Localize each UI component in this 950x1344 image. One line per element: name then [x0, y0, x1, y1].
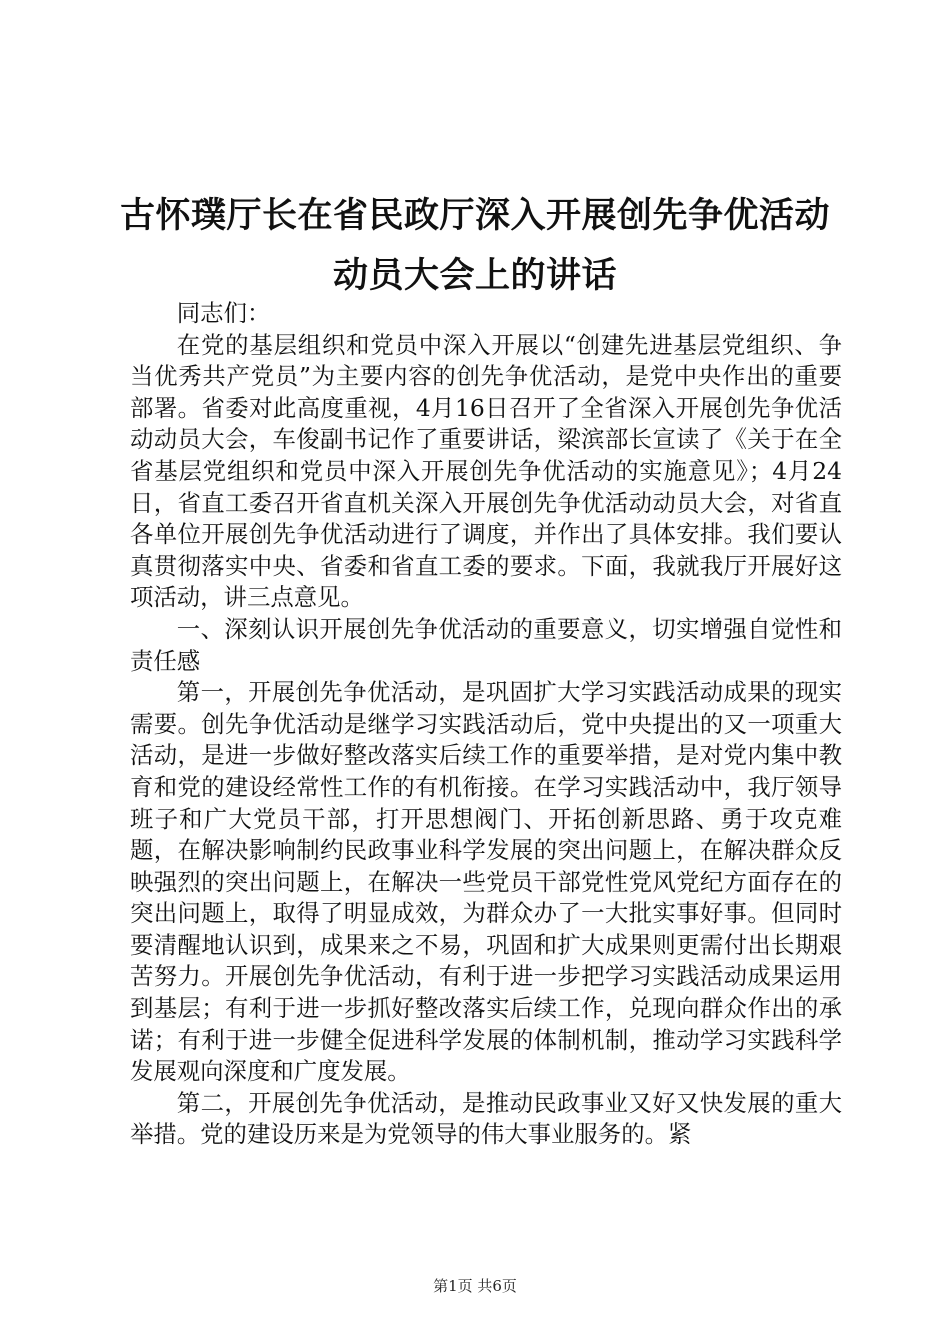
paragraph-second-point: 第二，开展创先争优活动，是推动民政事业又好又快发展的重大举措。党的建设历来是为党领导的伟大事业服务的。紧 — [130, 1088, 842, 1149]
document-title-line-1: 古怀璞厅长在省民政厅深入开展创先争优活动 — [119, 196, 830, 236]
page-footer: 第1页 共6页 — [433, 1277, 517, 1295]
paragraph-intro: 在党的基层组织和党员中深入开展以“创建先进基层党组织、争当优秀共产党员”为主要内容的创先争优活动，是党中央作出的重要部署。省委对此高度重视，4月16日召开了全省深入开展创先争优活动动员大会，车俊副书记作了重要讲话，梁滨部长宣读了《关于在全省基层党组织和党员中深入开展创先争优活动的实施意见》；4月24日，省直工委召开省直机关深入开展创先争优活动动员大会，对省直各单位开展创先争优活动进行了调度，并作出了具体安排。我们要认真贯彻落实中央、省委和省直工委的要求。下面，我就我厅开展好这项活动，讲三点意见。 — [130, 330, 842, 612]
document-body — [130, 298, 842, 1151]
salutation: 同志们： — [176, 299, 271, 327]
section-heading-1: 一、深刻认识开展创先争优活动的重要意义，切实增强自觉性和责任感 — [130, 614, 842, 675]
paragraph-first-point: 第一，开展创先争优活动，是巩固扩大学习实践活动成果的现实需要。创先争优活动是继学习实践活动后，党中央提出的又一项重大活动，是进一步做好整改落实后续工作的重要举措，是对党内集中教育和党的建设经常性工作的有机衔接。在学习实践活动中，我厅领导班子和广大党员干部，打开思想阀门、开拓创新思路、勇于攻克难题，在解决影响制约民政事业科学发展的突出问题上，在解决群众反映强烈的突出问题上，在解决一些党员干部党性党风党纪方面存在的突出问题上，取得了明显成效，为群众办了一大批实事好事。但同时要清醒地认识到，成果来之不易，巩固和扩大成果则更需付出长期艰苦努力。开展创先争优活动，有利于进一步把学习实践活动成果运用到基层；有利于进一步抓好整改落实后续工作，兑现向群众作出的承诺；有利于进一步健全促进科学发展的体制机制，推动学习实践科学发展观向深度和广度发展。 — [130, 678, 842, 1086]
document-title-line-2: 动员大会上的讲话 — [332, 256, 617, 296]
